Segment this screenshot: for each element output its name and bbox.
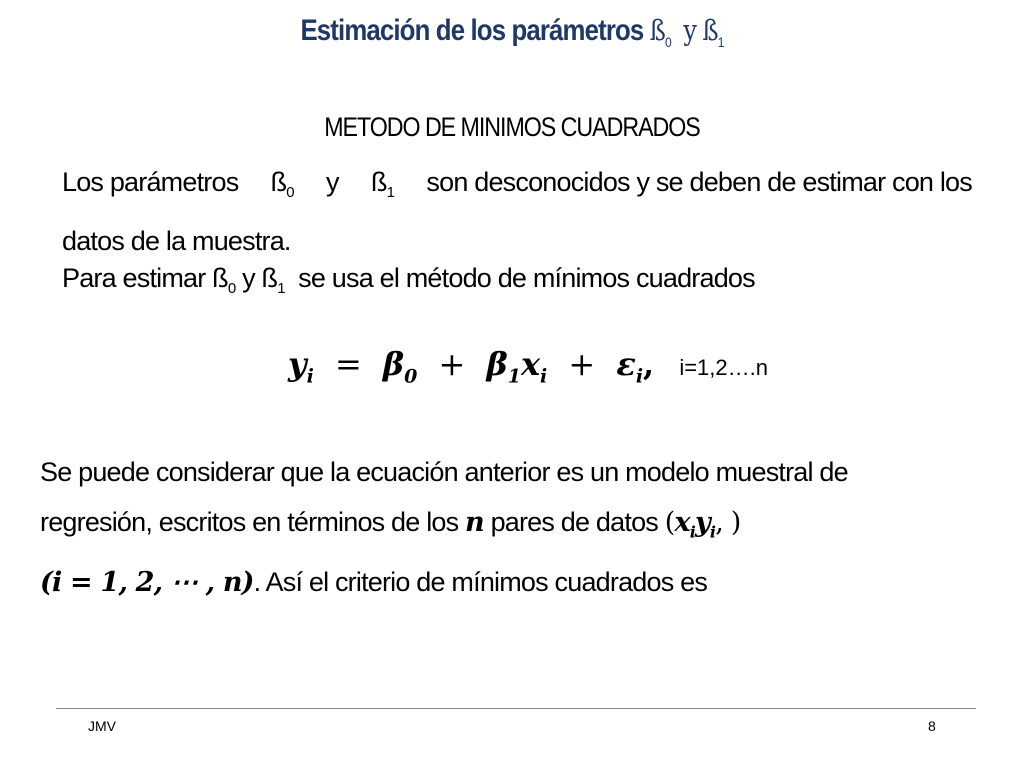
- title-sub-1: 1: [717, 34, 724, 50]
- para3-line2: regresión, escritos en términos de los n pares de datos ($x_iy_i$, ): [40, 507, 741, 542]
- para3-n: n: [465, 507, 484, 538]
- para3-index-set: (i = 1, 2, ⋯ , n): [40, 567, 254, 599]
- para3-line1: Se puede considerar que la ecuación anterior es un modelo muestral de: [40, 457, 848, 487]
- title-sub-0: 0: [664, 34, 671, 50]
- title-beta-0: ß: [649, 14, 665, 47]
- slide-title: [72, 14, 953, 50]
- slide-number: 8: [928, 718, 936, 734]
- subheading: METODO DE MINIMOS CUADRADOS: [324, 112, 700, 142]
- para1-line2: datos de la muestra.: [62, 226, 291, 256]
- para2-conj: y: [242, 263, 255, 293]
- para2-beta1: $ß_1$: [261, 263, 285, 297]
- para2-beta0: $ß_0$: [212, 263, 236, 297]
- paragraph-sample-model: [40, 447, 972, 608]
- para2-text-b: se usa el método de mínimos cuadrados: [298, 263, 755, 293]
- equation-index-range: i=1,2….n: [679, 355, 768, 380]
- footer-author: JMV: [88, 718, 116, 734]
- para3-line3: (i = 1, 2, ⋯ , n). Así el criterio de mínimos cuadrados es: [40, 567, 708, 599]
- title-text: Estimación de los parámetros: [300, 14, 644, 47]
- paragraph-estimation-method: [62, 254, 972, 313]
- para1-conj: y: [326, 167, 339, 197]
- para1-beta1: $ß_1$: [370, 167, 395, 201]
- para1-text-b: son desconocidos y se deben de estimar con los: [426, 167, 972, 197]
- footer-divider: [56, 708, 976, 709]
- para2-text-a: Para estimar: [62, 263, 206, 293]
- regression-equation: $y_i = \beta_0 + \beta_1x_i + \varepsilon_i$, i=1,2….n: [288, 345, 768, 388]
- title-beta-1: ß: [702, 14, 718, 47]
- title-conj: y: [683, 14, 697, 47]
- para1-text-a: Los parámetros: [62, 167, 239, 197]
- para1-beta0: $ß_0$: [270, 167, 294, 201]
- paragraph-line: [62, 158, 972, 217]
- paragraph-unknown-parameters: [62, 158, 972, 265]
